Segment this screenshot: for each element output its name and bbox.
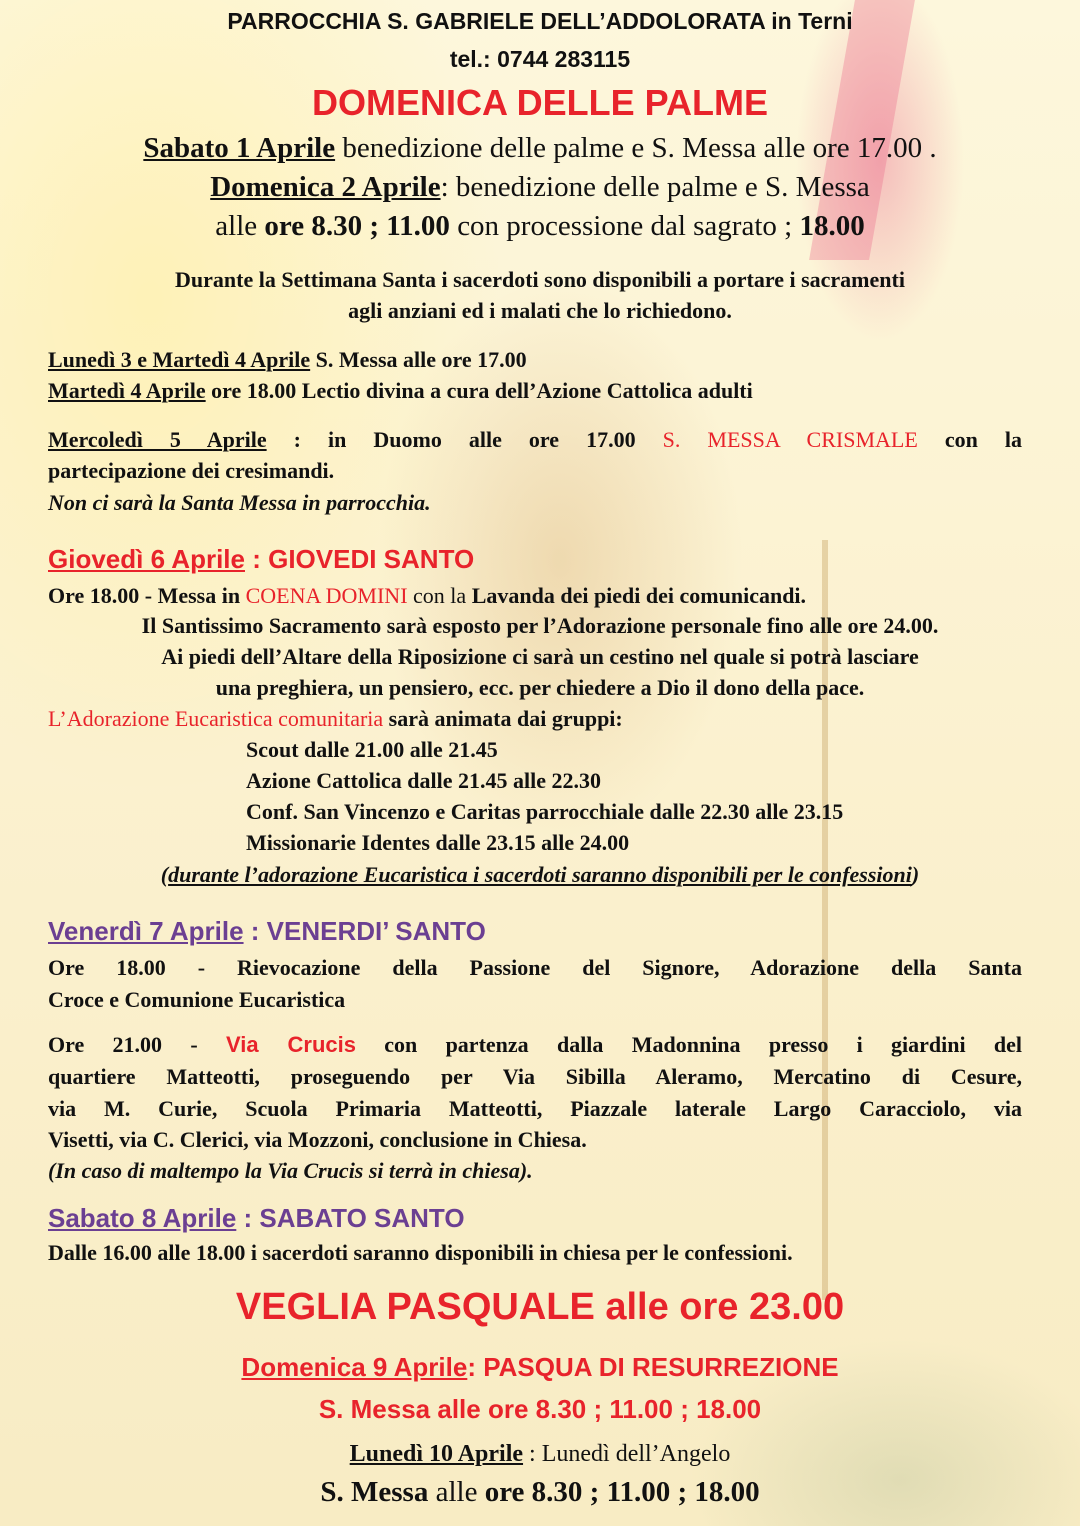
- text: con processione dal sagrato ;: [449, 210, 800, 242]
- text: COENA DOMINI: [245, 583, 408, 608]
- date: Martedì 4 Aprile: [48, 378, 206, 403]
- text: L’Adorazione Eucaristica comunitaria: [48, 706, 384, 731]
- group-item: Azione Cattolica dalle 21.45 alle 22.30: [246, 768, 602, 793]
- easter-vigil: VEGLIA PASQUALE alle ore 23.00: [235, 1286, 845, 1328]
- text: alle: [428, 1476, 485, 1508]
- text: (: [160, 862, 169, 887]
- text: alle: [215, 210, 265, 242]
- text: Ore 18.00 - Messa in: [48, 583, 246, 608]
- easter-monday-heading: [0, 1439, 1080, 1469]
- group-item: Missionarie Identes dalle 23.15 alle 24.00: [246, 830, 630, 855]
- date: Mercoledì 5 Aprile: [48, 427, 267, 452]
- notice-line: Durante la Settimana Santa i sacerdoti sono disponibili a portare i sacramenti: [175, 267, 905, 292]
- date: Lunedì 10 Aprile: [349, 1441, 524, 1467]
- notice-line: agli anziani ed i malati che lo richiedono.: [348, 298, 732, 323]
- title: : GIOVEDI SANTO: [244, 544, 475, 574]
- text: con la: [917, 427, 1022, 452]
- text: ore 8.30 ; 11.00: [264, 210, 450, 242]
- date: Domenica 2 Aprile: [210, 171, 441, 203]
- wednesday-note: Non ci sarà la Santa Messa in parrocchia.: [48, 490, 431, 515]
- palm-sunday-title: DOMENICA DELLE PALME: [312, 82, 768, 123]
- thursday-line: [48, 704, 623, 734]
- title: : VENERDI’ SANTO: [243, 916, 486, 946]
- palm-sunday-times: [0, 207, 1080, 245]
- group-item: Scout dalle 21.00 alle 21.45: [246, 737, 498, 762]
- text: Via Crucis: [225, 1032, 356, 1057]
- text: durante l’adorazione Eucaristica i sacerdoti saranno disponibili per le confessioni: [168, 862, 912, 887]
- easter-heading: [0, 1351, 1080, 1383]
- parish-phone: tel.: 0744 283115: [449, 46, 631, 72]
- easter-masses: S. Messa alle ore 8.30 ; 11.00 ; 18.00: [318, 1394, 762, 1424]
- text: Lavanda dei piedi dei comunicandi.: [471, 583, 807, 608]
- text: ore 8.30 ; 11.00 ; 18.00: [484, 1476, 760, 1508]
- via-crucis-line: [48, 1030, 1022, 1060]
- title: : PASQUA DI RESURREZIONE: [467, 1352, 839, 1382]
- text: con partenza dalla Madonnina presso i giardini del: [355, 1032, 1023, 1057]
- wednesday-line: partecipazione dei cresimandi.: [48, 458, 335, 483]
- thursday-line: Il Santissimo Sacramento sarà esposto per l’Adorazione personale fino alle ore 24.00.: [141, 613, 939, 638]
- group-item: Conf. San Vincenzo e Caritas parrocchiale dalle 22.30 alle 23.15: [246, 799, 844, 824]
- via-crucis-line: via M. Curie, Scuola Primaria Matteotti, Piazzale laterale Largo Caracciolo, via: [48, 1096, 1022, 1121]
- title: : SABATO SANTO: [236, 1203, 465, 1233]
- date: Sabato 1 Aprile: [143, 132, 336, 164]
- date: Giovedì 6 Aprile: [48, 544, 245, 574]
- text: 18.00: [799, 210, 865, 242]
- text: ): [911, 862, 920, 887]
- text: ore 18.00 Lectio divina a cura dell’Azione Cattolica adulti: [205, 378, 753, 403]
- friday-line: Croce e Comunione Eucaristica: [48, 987, 346, 1012]
- date: Venerdì 7 Aprile: [48, 916, 244, 946]
- via-crucis-line: quartiere Matteotti, proseguendo per Via Sibilla Aleramo, Mercatino di Cesure,: [48, 1064, 1022, 1089]
- tuesday: [48, 376, 753, 406]
- saturday-line: Dalle 16.00 alle 18.00 i sacerdoti saranno disponibili in chiesa per le confessioni.: [48, 1240, 793, 1265]
- thursday-line: Ai piedi dell’Altare della Riposizione ci sarà un cestino nel quale si potrà lasciare: [161, 644, 919, 669]
- title: : Lunedì dell’Angelo: [523, 1441, 731, 1467]
- saturday-heading: [48, 1202, 465, 1234]
- date: Domenica 9 Aprile: [241, 1352, 468, 1382]
- date: Sabato 8 Aprile: [48, 1203, 237, 1233]
- via-crucis-line: Visetti, via C. Clerici, via Mozzoni, conclusione in Chiesa.: [48, 1127, 587, 1152]
- thursday-heading: [48, 543, 474, 575]
- easter-monday-masses: [0, 1473, 1080, 1511]
- friday-heading: [48, 915, 486, 947]
- parish-name: PARROCCHIA S. GABRIELE DELL’ADDOLORATA in Terni: [227, 8, 853, 34]
- text: S. Messa: [320, 1476, 429, 1508]
- text: : in Duomo alle ore 17.00: [266, 427, 663, 452]
- thursday-line: [48, 581, 806, 611]
- text: Ore 21.00 -: [48, 1032, 226, 1057]
- via-crucis-note: (In caso di maltempo la Via Crucis si terrà in chiesa).: [48, 1158, 533, 1183]
- palm-saturday: [0, 129, 1080, 167]
- monday-tuesday: [48, 345, 527, 375]
- wednesday: [48, 425, 1022, 455]
- text: benedizione delle palme e S. Messa alle ore 17.00 .: [335, 132, 937, 164]
- text: : benedizione delle palme e S. Messa: [440, 171, 870, 203]
- palm-sunday: [0, 168, 1080, 206]
- text: S. MESSA CRISMALE: [662, 427, 918, 452]
- text: S. Messa alle ore 17.00: [310, 347, 527, 372]
- thursday-line: una preghiera, un pensiero, ecc. per chiedere a Dio il dono della pace.: [215, 675, 865, 700]
- confession-note: [0, 860, 1080, 890]
- text: con la: [407, 583, 472, 608]
- friday-line: Ore 18.00 - Rievocazione della Passione del Signore, Adorazione della Santa: [48, 955, 1022, 980]
- text: sarà animata dai gruppi:: [383, 706, 623, 731]
- date: Lunedì 3 e Martedì 4 Aprile: [48, 347, 311, 372]
